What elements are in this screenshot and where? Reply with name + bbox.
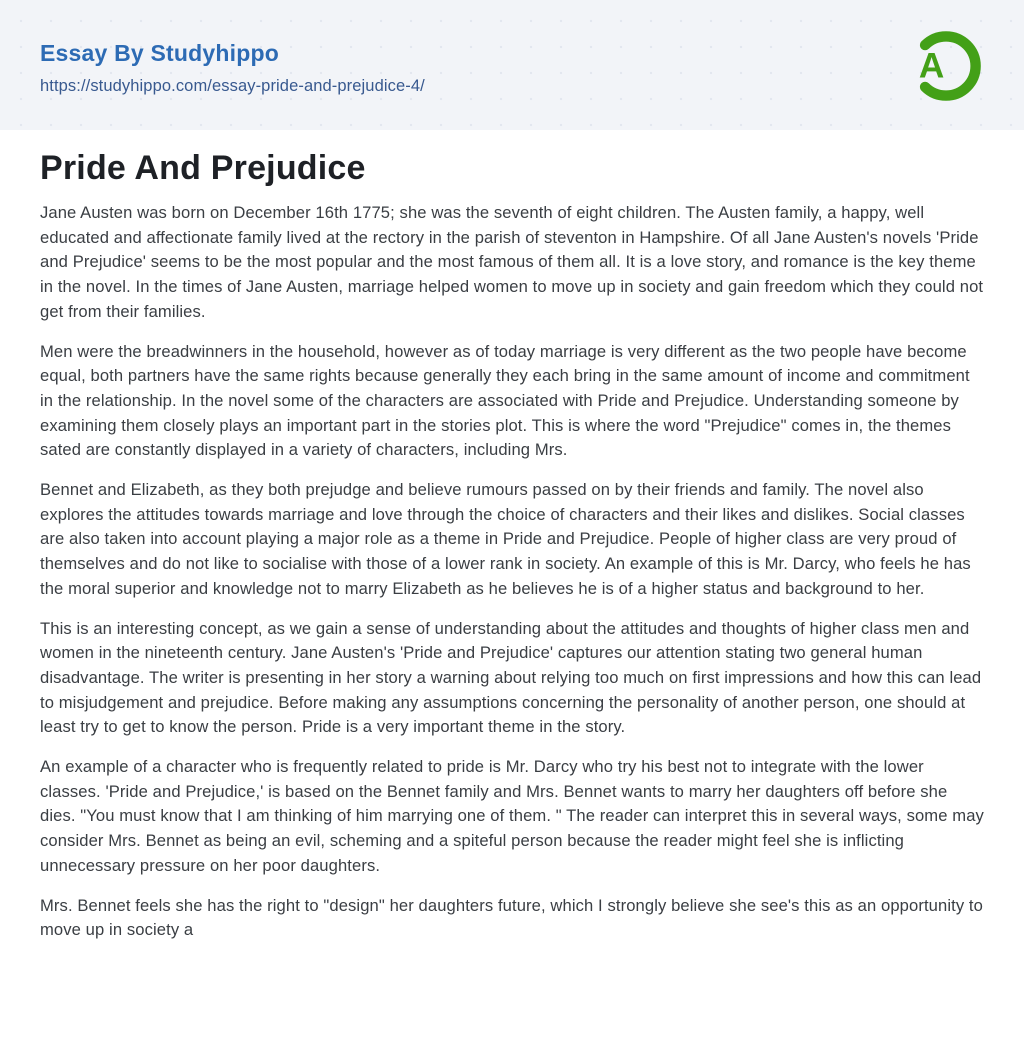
logo-arc-icon [906, 26, 986, 106]
site-title: Essay By Studyhippo [40, 40, 279, 66]
article-title: Pride And Prejudice [40, 149, 366, 187]
essay-paragraph: This is an interesting concept, as we gain a sense of understanding about the attitudes and thoughts of higher class men and women in the nineteenth century. Jane Austen's 'Pride and Prejudice' captures our attention stating two general human disadvantage. The writer is presenting in her story a warning about relying too much on first impressions and how this can lead to misjudgement and prejudice. Before making any assumptions concerning the personality of another person, one should at least try to get to know the person. Pride is a very important theme in the story. [40, 618, 982, 737]
essay-paragraph: An example of a character who is frequently related to pride is Mr. Darcy who try his best not to integrate with the lower classes. 'Pride and Prejudice,' is based on the Bennet family and Mrs. Bennet wants to marry her daughters off before she dies. "You must know that I am thinking of him marrying one of them. " The reader can interpret this in several ways, some may consider Mrs. Bennet as being an evil, scheming and a spiteful person because the reader might feel she is inflicting unnecessary pressure on her poor daughters. [40, 757, 984, 875]
essay-paragraph: Bennet and Elizabeth, as they both prejudge and believe rumours passed on by their friends and family. The novel also explores the attitudes towards marriage and love through the choice of characters and their likes and dislikes. Social classes are also taken into account playing a major role as a theme in Pride and Prejudice. People of higher class are very proud of themselves and do not like to socialise with those of a lower rank in society. An example of this is Mr. Darcy, who feels he has the moral superior and knowledge not to marry Elizabeth as he believes he is of a higher status and background to her. [40, 480, 971, 598]
article-body [40, 201, 984, 943]
page-header [0, 0, 1024, 130]
essay-paragraph: Men were the breadwinners in the household, however as of today marriage is very different as the two people have become equal, both partners have the same rights because generally they each bring in the same amount of income and commitment in the relationship. In the novel some of the characters are associated with Pride and Prejudice. Understanding someone by examining them closely plays an important part in the stories plot. This is where the word "Prejudice" comes in, the themes sated are constantly displayed in a variety of characters, including Mrs. [40, 341, 970, 460]
essay-paragraph: Mrs. Bennet feels she has the right to "design" her daughters future, which I strongly believe she see's this as an opportunity to move up in society a [40, 895, 983, 940]
studyhippo-logo [906, 26, 986, 106]
essay-url-link[interactable]: https://studyhippo.com/essay-pride-and-prejudice-4/ [40, 77, 425, 95]
logo-letter: A [918, 46, 945, 86]
header-text-block [40, 34, 425, 96]
essay-paragraph: Jane Austen was born on December 16th 1775; she was the seventh of eight children. The Austen family, a happy, well educated and affectionate family lived at the rectory in the parish of steventon in Hampshire. Of all Jane Austen's novels 'Pride and Prejudice' seems to be the most popular and the most famous of them all. It is a love story, and romance is the key theme in the novel. In the times of Jane Austen, marriage helped women to move up in society and gain freedom which they could not get from their families. [40, 203, 984, 321]
essay-content [0, 130, 1024, 943]
